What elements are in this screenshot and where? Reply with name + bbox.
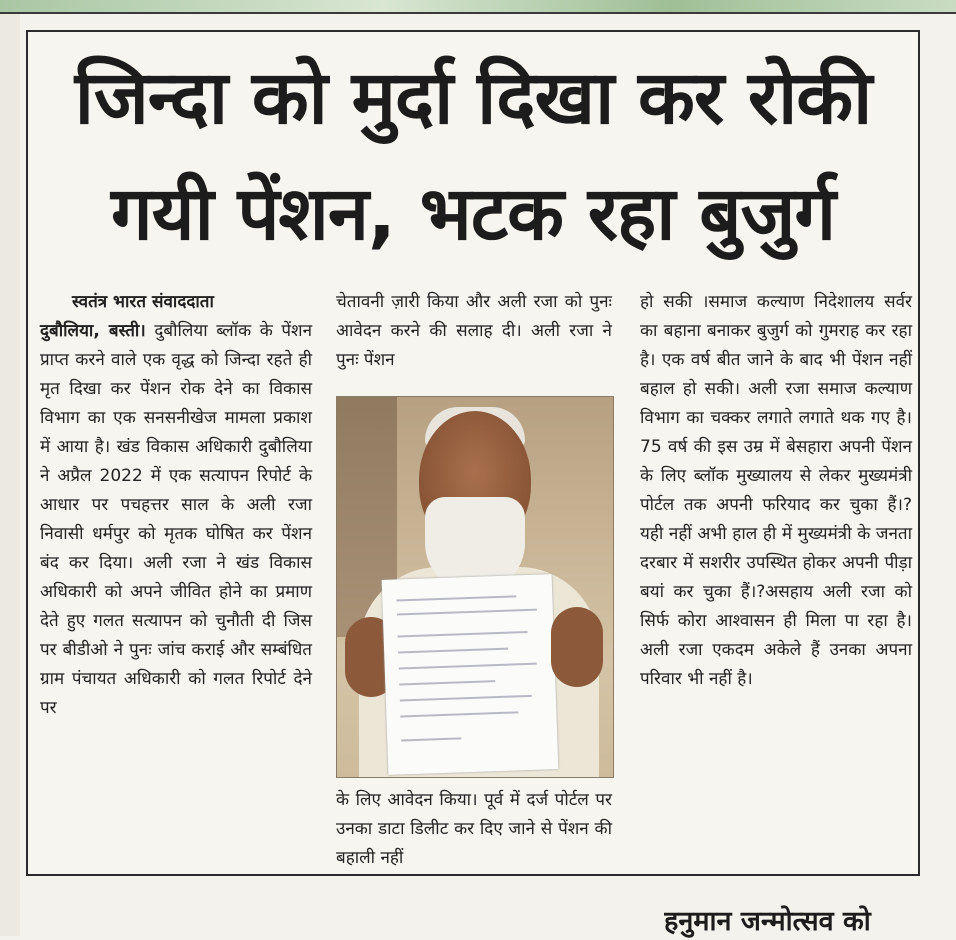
headline-line-2: गयी पेंशन, भटक रहा बुजुर्ग: [110, 171, 836, 257]
next-article-headline: हनुमान जन्मोत्सव को: [664, 906, 871, 937]
article-column-1: [40, 288, 312, 723]
column-2-top-text: चेतावनी ज़ारी किया और अली रजा को पुनः आवेदन करने की सलाह दी। अली रजा ने पुनः पेंशन: [336, 292, 612, 370]
article-column-2-top: [336, 288, 612, 375]
photo-document: [382, 574, 559, 775]
column-1-text: दुबौलिया ब्लॉक के पेंशन प्राप्त करने वाले एक वृद्ध को जिन्दा रहते ही मृत दिखा कर पेंशन रोक देने का विकास विभाग का एक सनसनीखेज मामला प्रकाश में आया है। खंड विकास अधिकारी दुबौलिया ने अप्रैल 2022 में एक सत्यापन रिपोर्ट के आधार पर पचहत्तर साल के अली रजा निवासी धर्मपुर को मृतक घोषित कर पेंशन बंद कर दिया। अली रजा ने खंड विकास अधिकारी को अपने जीवित होने का प्रमाण देते हुए गलत सत्यापन को चुनौती दी जिस पर बीडीओ ने पुनः जांच कराई और सम्बंधित ग्राम पंचायत अधिकारी को गलत रिपोर्ट देने पर: [40, 321, 313, 718]
article-headline: [28, 40, 918, 272]
column-2-bottom-text: के लिए आवेदन किया। पूर्व में दर्ज पोर्टल पर उनका डाटा डिलीट कर दिए जाने से पेंशन की बहाली नहीं: [336, 790, 612, 868]
column-3-text: हो सकी ।समाज कल्याण निदेशालय सर्वर का बहाना बनाकर बुजुर्ग को गुमराह कर रहा है। एक वर्ष बीत जाने के बाद भी पेंशन नहीं बहाल हो सकी। अली रजा समाज कल्याण विभाग का चक्कर लगाते लगाते थक गए है। 75 वर्ष की इस उम्र में बेसहारा अपनी पेंशन के लिए ब्लॉक मुख्यालय से लेकर मुख्यमंत्री पोर्टल तक अपनी फरियाद कर चुका हैं।? यही नहीं अभी हाल ही में मुख्यमंत्री के जनता दरबार में सशरीर उपस्थित होकर अपनी पीड़ा बयां कर चुका हैं।?असहाय अली रजा को सिर्फ कोरा आश्वासन ही मिला पा रहा है। अली रजा एकदम अकेले हैं उनका अपना परिवार भी नहीं है।: [640, 292, 912, 689]
page-edge: [0, 14, 20, 936]
article-column-3: [640, 288, 912, 694]
photo-right-hand: [551, 607, 603, 687]
top-banner-strip: [0, 0, 956, 14]
byline: स्वतंत्र भारत संवाददाता: [72, 292, 214, 312]
article-column-2-bottom: [336, 786, 612, 873]
column-1-body: [40, 317, 312, 723]
headline-line-1: जिन्दा को मुर्दा दिखा कर रोकी: [74, 55, 872, 141]
article-photo: [336, 396, 614, 778]
dateline: दुबौलिया, बस्ती।: [40, 321, 146, 341]
